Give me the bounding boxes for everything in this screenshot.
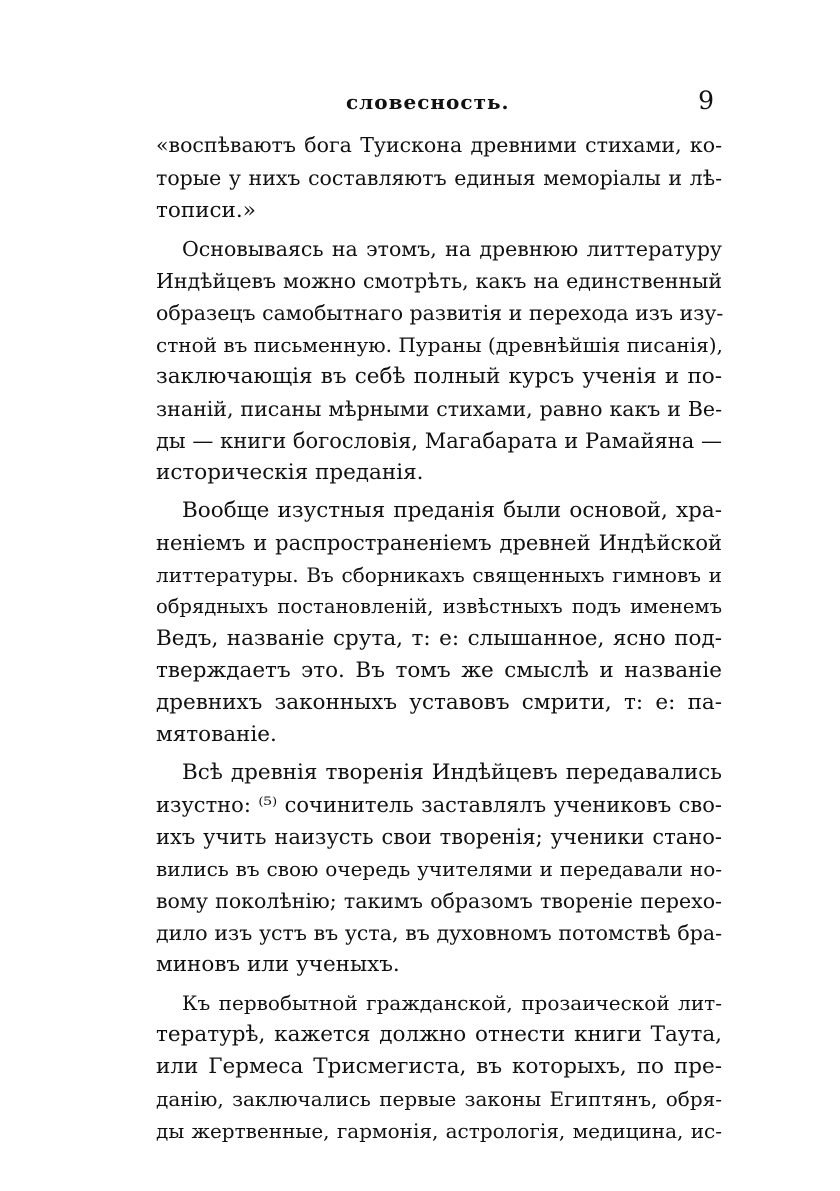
text-line: Всѣ древнія творенія Индѣйцевъ передавались bbox=[182, 760, 722, 785]
page-header bbox=[156, 86, 720, 118]
text-line: Ведъ, названіе срута, т: е: слышанное, ясно под- bbox=[156, 626, 722, 651]
text-line: или Гермеса Трисмегиста, въ которыхъ, по пре- bbox=[156, 1054, 722, 1079]
text-line: ды — книги богословія, Магабарата и Рамайяна — bbox=[156, 429, 722, 453]
text-line: вому поколѣнію; такимъ образомъ твореніе перехо- bbox=[156, 889, 722, 913]
text-line: стной въ письменную. Пураны (древнѣйшія писанія), bbox=[156, 333, 723, 357]
text-line: древнихъ законныхъ уставовъ смрити, т: е: па- bbox=[156, 690, 722, 715]
page-number: 9 bbox=[698, 86, 714, 115]
text-line: тверждаетъ это. Въ томъ же смыслѣ и названіе bbox=[156, 658, 722, 683]
text-line: обрядныхъ постановленій, извѣстныхъ подъ именемъ bbox=[156, 595, 722, 618]
running-title: словесность. bbox=[346, 90, 510, 114]
text-line: историческія преданія. bbox=[156, 460, 424, 485]
text-line: Индѣйцевъ можно смотрѣть, какъ на единственный bbox=[156, 269, 722, 293]
text-line: вились въ свою очередь учителями и передавали но- bbox=[156, 857, 722, 881]
text-line: дило изъ устъ въ уста, въ духовномъ потомствѣ бра- bbox=[156, 921, 722, 945]
text-line: литтературы. Въ сборникахъ священныхъ гимновъ и bbox=[156, 563, 722, 587]
text-line: мятованіе. bbox=[156, 722, 277, 747]
text-line: данію, заключались первые законы Египтянъ, обря- bbox=[156, 1087, 722, 1111]
text-line: тературѣ, кажется должно отнести книги Таута, bbox=[156, 1022, 722, 1047]
text-line: тописи.» bbox=[156, 198, 256, 223]
text-line: Вообще изустныя преданія были основой, хра- bbox=[182, 498, 722, 523]
text-line: заключающія въ себѣ полный курсъ ученія и по- bbox=[156, 364, 722, 389]
text-line: миновъ или ученыхъ. bbox=[156, 952, 400, 977]
text-line: изустно: ⁽⁵⁾ сочинитель заставлялъ учениковъ сво- bbox=[156, 793, 722, 817]
text-line: ихъ учить наизусть свои творенія; ученики стано- bbox=[156, 825, 722, 849]
text-line: торые у нихъ составляютъ единыя меморіалы и лѣ- bbox=[156, 166, 722, 190]
text-line: ды жертвенные, гармонія, астрологія, медицина, ис- bbox=[156, 1119, 722, 1143]
text-line: Основываясь на этомъ, на древнюю литтературу bbox=[182, 237, 722, 261]
text-line: «воспѣваютъ бога Туискона древними стихами, ко- bbox=[156, 133, 722, 157]
text-line: неніемъ и распространеніемъ древней Индѣйской bbox=[156, 531, 722, 555]
text-line: знаній, писаны мѣрными стихами, равно какъ и Ве- bbox=[156, 397, 722, 421]
text-line: Къ первобытной гражданской, прозаической лит- bbox=[182, 991, 722, 1015]
text-line: образецъ самобытнаго развитія и перехода изъ изу- bbox=[156, 301, 724, 325]
